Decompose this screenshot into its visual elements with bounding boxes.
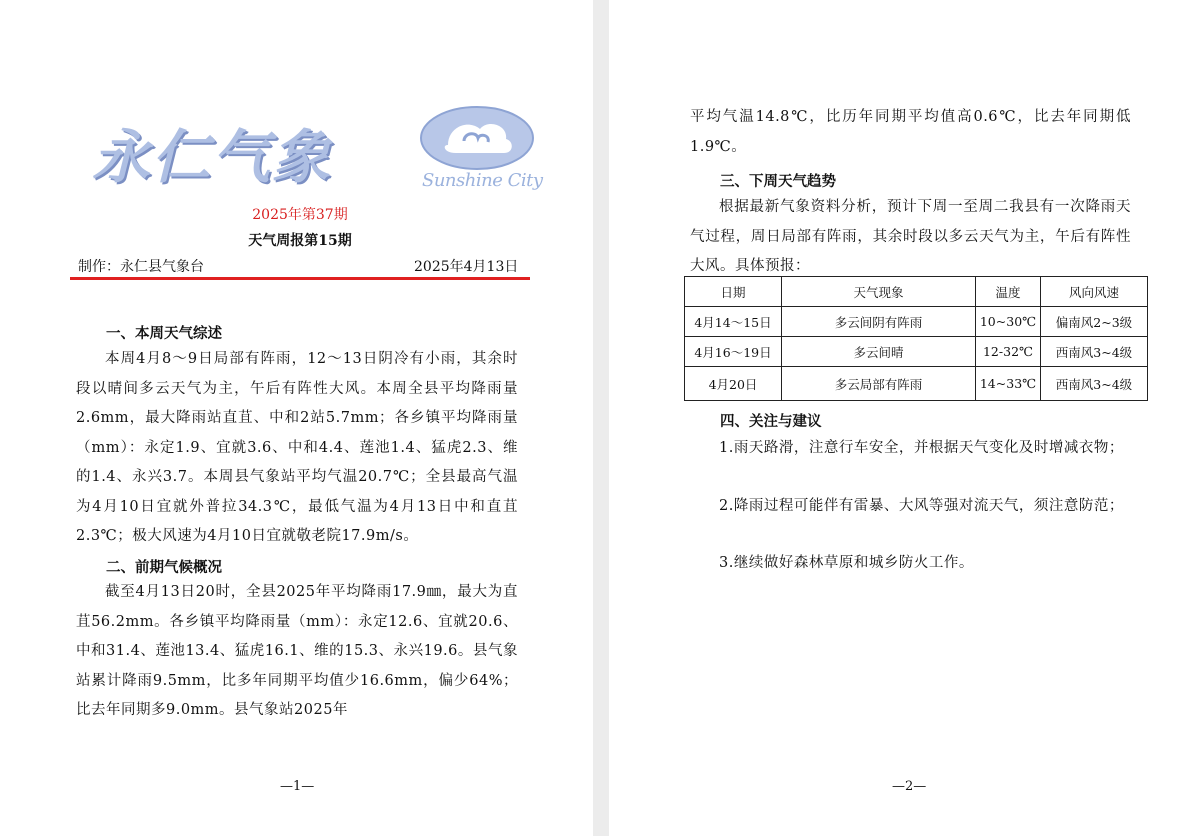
table-header-cell: 温度 [976,277,1041,307]
publisher: 制作：永仁县气象台 [78,259,204,275]
header-divider [70,277,530,280]
cloud-logo-icon [418,105,536,179]
page-number-1: —1— [280,779,315,794]
table-header-cell: 天气现象 [782,277,976,307]
table-header-cell: 日期 [685,277,782,307]
table-cell: 西南风3~4级 [1041,337,1148,367]
section-4-heading: 四、关注与建议 [720,413,822,430]
section-1-body: 本周4月8～9日局部有阵雨，12～13日阴冷有小雨，其余时段以晴间多云天气为主，午后有阵性大风。本周全县平均降雨量2.6mm，最大降雨站直苴、中和2站5.7mm；各乡镇平均降雨量（mm）：永定1.9、宜就3.6、中和4.4、莲池1.4、猛虎2.3、维的1.4、永兴3.7。本周县气象站平均气温20.7℃；全县最高气温为4月10日宜就外普拉34.3℃，最低气温为4月13日中和直苴2.3℃；极大风速为4月10日宜就敬老院17.9m/s。 [76,351,518,544]
logo-title: 永仁气象 [92,123,333,191]
table-row [685,367,1148,401]
table-row [685,337,1148,367]
advice-item-2: 2.降雨过程可能伴有雷暴、大风等强对流天气，须注意防范； [719,498,1124,514]
document-page-1 [0,0,593,836]
table-cell: 4月20日 [685,367,782,401]
section-2-body-part-1: 截至4月13日20时，全县2025年平均降雨17.9㎜，最大为直苴56.2mm。各乡镇平均降雨量（mm）：永定12.6、宜就20.6、中和31.4、莲池13.4、猛虎16.1、维的15.3、永兴19.6。县气象站累计降雨9.5mm，比多年同期平均值少16.6mm，偏少64%；比去年同期多9.0mm。县气象站2025年 [76,584,518,718]
table-cell: 西南风3~4级 [1041,367,1148,401]
section-1-heading: 一、本周天气综述 [106,325,222,342]
document-page-2 [609,0,1204,836]
advice-item-3: 3.继续做好森林草原和城乡防火工作。 [719,555,974,571]
logo-subtitle: Sunshine City [422,170,543,191]
table-cell: 14~33℃ [976,367,1041,401]
table-cell: 4月16～19日 [685,337,782,367]
table-header-row [685,277,1148,307]
table-cell: 12-32℃ [976,337,1041,367]
page-number-2: —2— [892,779,927,794]
bulletin-title: 天气周报第15期 [248,233,352,249]
section-2-body-part-2: 平均气温14.8℃，比历年同期平均值高0.6℃，比去年同期低1.9℃。 [690,109,1131,155]
issue-number: 2025年第37期 [252,207,348,223]
table-cell: 多云间阴有阵雨 [782,307,976,337]
table-cell: 多云间晴 [782,337,976,367]
table-header-cell: 风向风速 [1041,277,1148,307]
table-cell: 多云局部有阵雨 [782,367,976,401]
section-3-body: 根据最新气象资料分析，预计下周一至周二我县有一次降雨天气过程，周日局部有阵雨，其余时段以多云天气为主，午后有阵性大风。具体预报： [690,199,1131,274]
table-cell: 10~30℃ [976,307,1041,337]
section-2-heading: 二、前期气候概况 [106,559,222,576]
table-cell: 偏南风2~3级 [1041,307,1148,337]
table-cell: 4月14～15日 [685,307,782,337]
advice-item-1: 1.雨天路滑，注意行车安全，并根据天气变化及时增减衣物； [719,440,1124,456]
publish-date: 2025年4月13日 [414,259,519,275]
forecast-table [684,276,1148,401]
section-3-heading: 三、下周天气趋势 [720,173,836,190]
table-row [685,307,1148,337]
